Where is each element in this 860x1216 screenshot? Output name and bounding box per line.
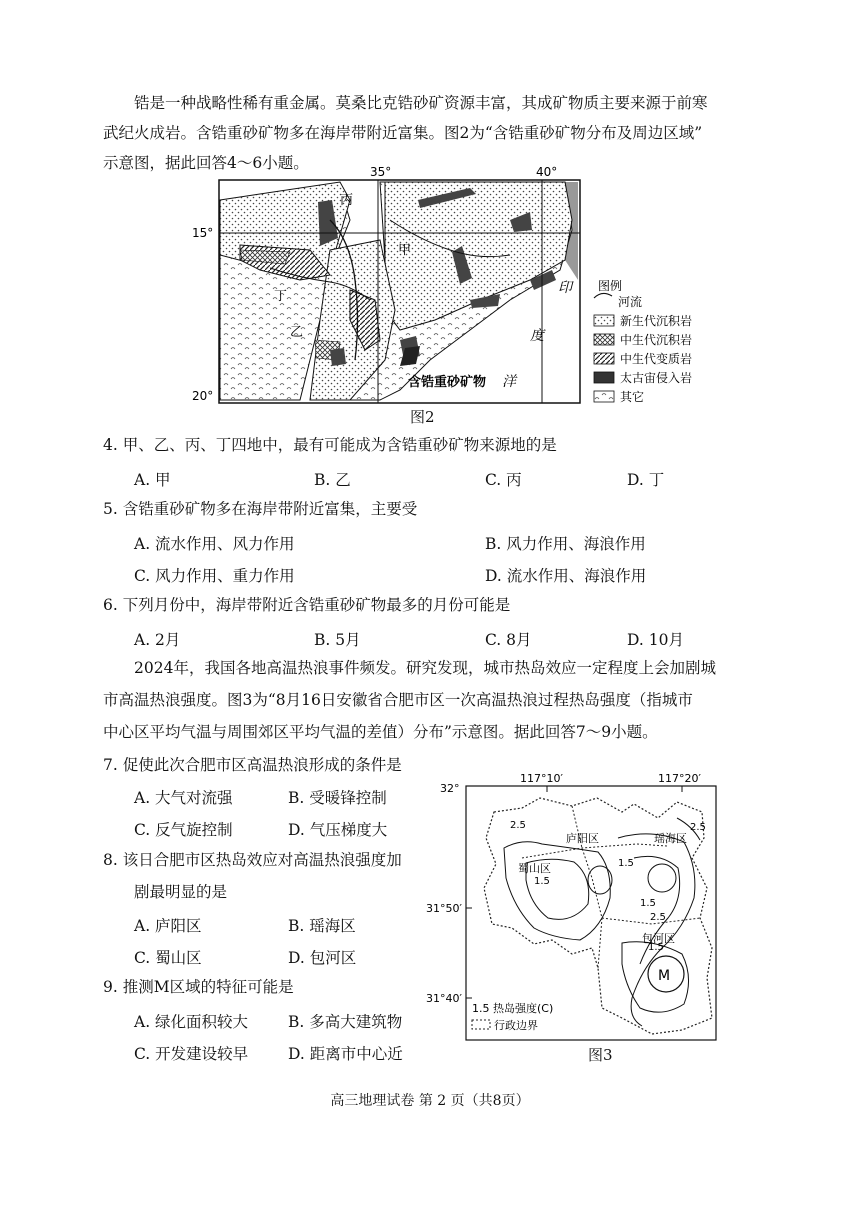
intro1-line-3: 示意图，据此回答4～6小题。 xyxy=(103,154,309,172)
legend-title: 图例 xyxy=(598,279,623,293)
question-7-stem: 7. 促使此次合肥市区高温热浪形成的条件是 xyxy=(103,756,402,774)
q5-option-a[interactable]: A. 流水作用、风力作用 xyxy=(134,535,295,553)
question-6-stem: 6. 下列月份中，海岸带附近含锆重砂矿物最多的月份可能是 xyxy=(103,596,511,614)
figure2-map xyxy=(180,160,693,420)
legend-river: 河流 xyxy=(618,295,643,309)
q8-option-b[interactable]: B. 瑶海区 xyxy=(288,917,356,935)
q9-option-c[interactable]: C. 开发建设较早 xyxy=(134,1045,249,1063)
lat-label-15: 15° xyxy=(192,226,214,240)
district-luyang: 庐阳区 xyxy=(566,832,599,845)
q8-option-d[interactable]: D. 包河区 xyxy=(288,949,357,967)
contour-label-7: 1.5 xyxy=(648,942,664,953)
contour-label-6: 1.5 xyxy=(640,898,656,909)
question-5-stem: 5. 含锆重砂矿物多在海岸带附近富集，主要受 xyxy=(103,500,418,518)
district-shushan: 蜀山区 xyxy=(518,862,551,875)
place-jia: 甲 xyxy=(398,243,412,258)
legend-other: 其它 xyxy=(620,390,645,404)
q6-option-b[interactable]: B. 5月 xyxy=(314,631,361,649)
q4-option-b[interactable]: B. 乙 xyxy=(314,471,351,489)
q6-option-d[interactable]: D. 10月 xyxy=(627,631,684,649)
intro1-line-1: 锆是一种战略性稀有重金属。莫桑比克锆砂矿资源丰富，其成矿物质主要来源于前寒 xyxy=(134,94,708,112)
lon-label-117-10: 117°10′ xyxy=(520,772,563,785)
ocean-du: 度 xyxy=(530,328,544,344)
legend-cenozoic-sed: 新生代沉积岩 xyxy=(620,314,693,328)
mineral-label: 含锆重砂矿物 xyxy=(408,375,487,390)
q7-option-c[interactable]: C. 反气旋控制 xyxy=(134,821,233,839)
q6-option-a[interactable]: A. 2月 xyxy=(134,631,181,649)
legend-heat-intensity: 1.5 热岛强度(C) xyxy=(472,1002,554,1015)
lon-label-35: 35° xyxy=(370,165,392,179)
ocean-yin: 印 xyxy=(558,280,572,296)
figure3-caption: 图3 xyxy=(588,1046,613,1064)
ocean-yang: 洋 xyxy=(502,374,516,390)
q7-option-d[interactable]: D. 气压梯度大 xyxy=(288,821,388,839)
page-footer: 高三地理试卷 第 2 页（共8页） xyxy=(330,1093,530,1109)
contour-label-4: 1.5 xyxy=(618,858,634,869)
q4-option-a[interactable]: A. 甲 xyxy=(134,471,171,489)
lat-label-20: 20° xyxy=(192,389,214,403)
q5-option-b[interactable]: B. 风力作用、海浪作用 xyxy=(485,535,646,553)
region-m: M xyxy=(658,968,671,984)
district-baohe: 包河区 xyxy=(642,932,675,945)
intro2-line-1: 2024年，我国各地高温热浪事件频发。研究发现，城市热岛效应一定程度上会加剧城 xyxy=(134,659,716,677)
contour-label-2: 2.5 xyxy=(690,822,706,833)
place-bing: 丙 xyxy=(340,193,354,208)
q7-option-b[interactable]: B. 受暖锋控制 xyxy=(288,789,387,807)
lat-label-32: 32° xyxy=(440,782,460,795)
legend-mesozoic-meta: 中生代变质岩 xyxy=(620,352,693,366)
intro1-line-2: 武纪火成岩。含锆重砂矿物多在海岸带附近富集。图2为“含锆重砂矿物分布及周边区域” xyxy=(103,124,703,142)
lon-label-117-20: 117°20′ xyxy=(658,772,701,785)
lon-label-40: 40° xyxy=(536,165,558,179)
figure3-map xyxy=(422,768,730,1050)
q9-option-d[interactable]: D. 距离市中心近 xyxy=(288,1045,403,1063)
q6-option-c[interactable]: C. 8月 xyxy=(485,631,532,649)
q8-option-c[interactable]: C. 蜀山区 xyxy=(134,949,202,967)
contour-label-1: 2.5 xyxy=(510,820,526,831)
legend-admin-boundary: 行政边界 xyxy=(494,1019,538,1032)
q9-option-b[interactable]: B. 多高大建筑物 xyxy=(288,1013,403,1031)
contour-label-5: 2.5 xyxy=(650,912,666,923)
legend-archean-intrusive: 太古宙侵入岩 xyxy=(620,371,693,385)
q9-option-a[interactable]: A. 绿化面积较大 xyxy=(134,1013,249,1031)
place-ding: 丁 xyxy=(274,289,288,304)
legend-mesozoic-sed: 中生代沉积岩 xyxy=(620,333,693,347)
q4-option-c[interactable]: C. 丙 xyxy=(485,471,522,489)
place-yi: 乙 xyxy=(290,325,304,340)
intro2-line-3: 中心区平均气温与周围郊区平均气温的差值）分布”示意图。据此回答7～9小题。 xyxy=(103,723,658,741)
question-4-stem: 4. 甲、乙、丙、丁四地中，最有可能成为含锆重砂矿物来源地的是 xyxy=(103,436,557,454)
district-yaohai: 瑶海区 xyxy=(654,832,687,845)
lat-label-31-50: 31°50′ xyxy=(426,902,462,915)
q4-option-d[interactable]: D. 丁 xyxy=(627,471,665,489)
intro2-line-2: 市高温热浪强度。图3为“8月16日安徽省合肥市区一次高温热浪过程热岛强度（指城市 xyxy=(103,691,693,709)
question-8-stem-cont: 剧最明显的是 xyxy=(134,883,228,901)
question-8-stem: 8. 该日合肥市区热岛效应对高温热浪强度加 xyxy=(103,851,402,869)
question-9-stem: 9. 推测M区域的特征可能是 xyxy=(103,978,294,996)
figure2-caption: 图2 xyxy=(410,408,435,426)
contour-label-3: 1.5 xyxy=(534,876,550,887)
q8-option-a[interactable]: A. 庐阳区 xyxy=(134,917,202,935)
q5-option-d[interactable]: D. 流水作用、海浪作用 xyxy=(485,567,647,585)
lat-label-31-40: 31°40′ xyxy=(426,992,462,1005)
q5-option-c[interactable]: C. 风力作用、重力作用 xyxy=(134,567,295,585)
q7-option-a[interactable]: A. 大气对流强 xyxy=(134,789,233,807)
